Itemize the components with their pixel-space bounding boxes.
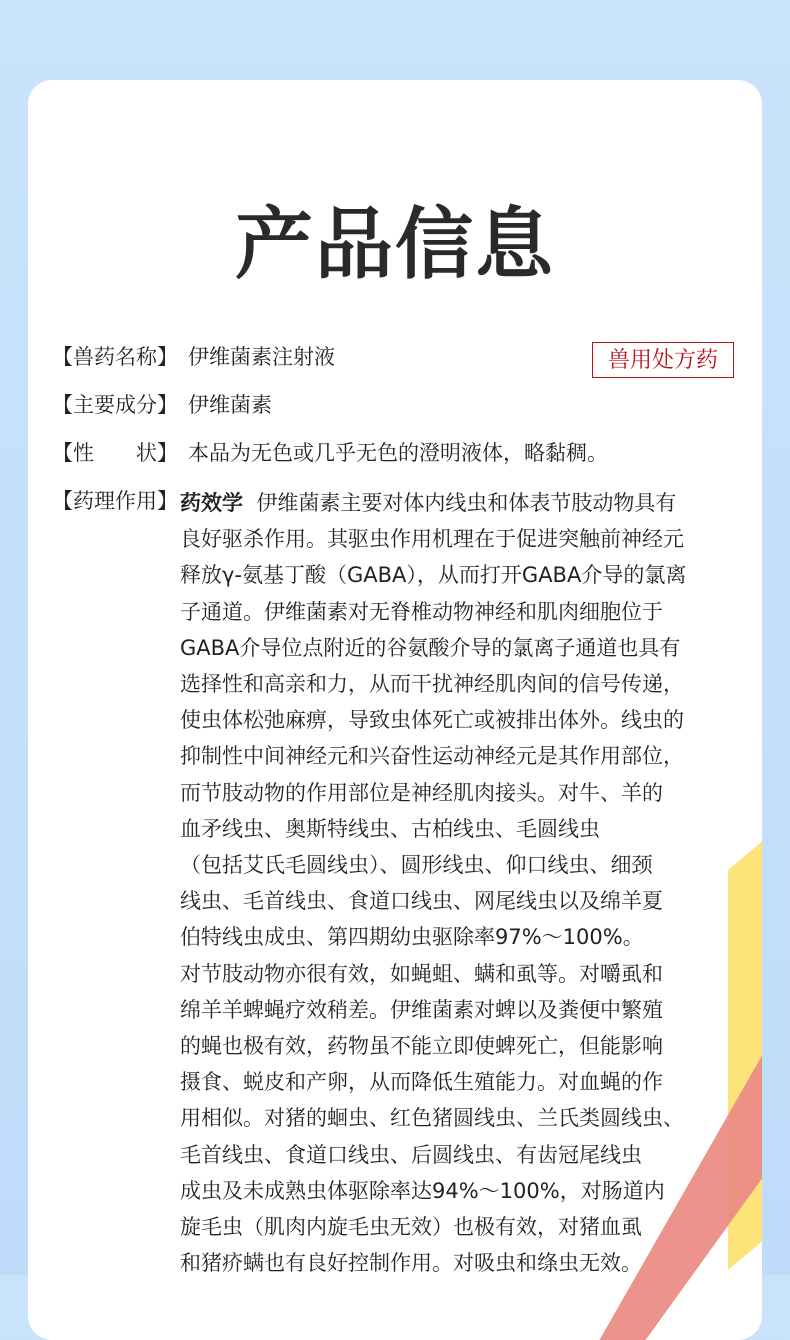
pharmacology-first-text: 伊维菌素主要对体内线虫和体表节肢动物具有 xyxy=(256,491,677,515)
pharmacology-line: 良好驱杀作用。其驱虫作用机理在于促进突触前神经元 xyxy=(180,527,684,552)
pharmacology-text xyxy=(180,485,755,1281)
pharmacology-line: GABA介导位点附近的谷氨酸介导的氯离子通道也具有 xyxy=(180,635,681,660)
pharmacology-line: 选择性和高亲和力，从而干扰神经肌肉间的信号传递， xyxy=(180,672,684,697)
pharmacology-line: 对节肢动物亦很有效，如蝇蛆、螨和虱等。对嚼虱和 xyxy=(180,961,663,986)
pharmacology-first-line xyxy=(180,485,755,521)
pharmacology-line: 而节肢动物的作用部位是神经肌肉接头。对牛、羊的 xyxy=(180,780,663,805)
field-ingredient-label: 【主要成分】 xyxy=(52,393,178,417)
pharmacology-line: 毛首线虫、食道口线虫、后圆线虫、有齿冠尾线虫 xyxy=(180,1142,642,1167)
pharmacology-line: 成虫及未成熟虫体驱除率达94%～100%，对肠道内 xyxy=(180,1178,665,1203)
pharmacology-line: 使虫体松弛麻痹，导致虫体死亡或被排出体外。线虫的 xyxy=(180,708,684,733)
pharmacology-line: 子通道。伊维菌素对无脊椎动物神经和肌肉细胞位于 xyxy=(180,599,663,624)
pharmacology-line: 用相似。对猪的蛔虫、红色猪圆线虫、兰氏类圆线虫、 xyxy=(180,1106,684,1131)
page-title: 产品信息 xyxy=(234,199,555,290)
pharmacology-line: 线虫、毛首线虫、食道口线虫、网尾线虫以及绵羊夏 xyxy=(180,889,663,914)
field-ingredient-row xyxy=(52,390,272,420)
pharmacology-heading: 药效学 xyxy=(180,491,243,515)
field-pharm-row xyxy=(52,486,188,516)
pharmacology-line: 抑制性中间神经元和兴奋性运动神经元是其作用部位， xyxy=(180,744,684,769)
pharmacology-line: 伯特线虫成虫、第四期幼虫驱除率97%～100%。 xyxy=(180,925,644,950)
field-pharm-label: 【药理作用】 xyxy=(52,489,178,513)
pharmacology-line: （包括艾氏毛圆线虫）、圆形线虫、仰口线虫、细颈 xyxy=(180,853,653,878)
pharmacology-line: 血矛线虫、奥斯特线虫、古柏线虫、毛圆线虫 xyxy=(180,816,600,841)
prescription-badge: 兽用处方药 xyxy=(592,342,734,378)
pharmacology-line: 绵羊羊蜱蝇疗效稍差。伊维菌素对蜱以及粪便中繁殖 xyxy=(180,997,663,1022)
field-ingredient-value: 伊维菌素 xyxy=(188,393,272,417)
field-name-label: 【兽药名称】 xyxy=(52,345,178,369)
field-property-row xyxy=(52,438,608,468)
field-property-value: 本品为无色或几乎无色的澄明液体，略黏稠。 xyxy=(188,441,608,465)
field-name-value: 伊维菌素注射液 xyxy=(188,345,335,369)
field-name-row xyxy=(52,342,335,372)
pharmacology-line: 摄食、蜕皮和产卵，从而降低生殖能力。对血蝇的作 xyxy=(180,1070,663,1095)
pharmacology-line: 的蝇也极有效，药物虽不能立即使蜱死亡，但能影响 xyxy=(180,1034,663,1059)
pharmacology-line: 释放γ-氨基丁酸（GABA），从而打开GABA介导的氯离 xyxy=(180,563,687,588)
pharmacology-line: 旋毛虫（肌肉内旋毛虫无效）也极有效，对猪血虱 xyxy=(180,1215,642,1240)
field-property-label: 【性 状】 xyxy=(52,441,178,465)
pharmacology-line: 和猪疥螨也有良好控制作用。对吸虫和绦虫无效。 xyxy=(180,1251,642,1276)
